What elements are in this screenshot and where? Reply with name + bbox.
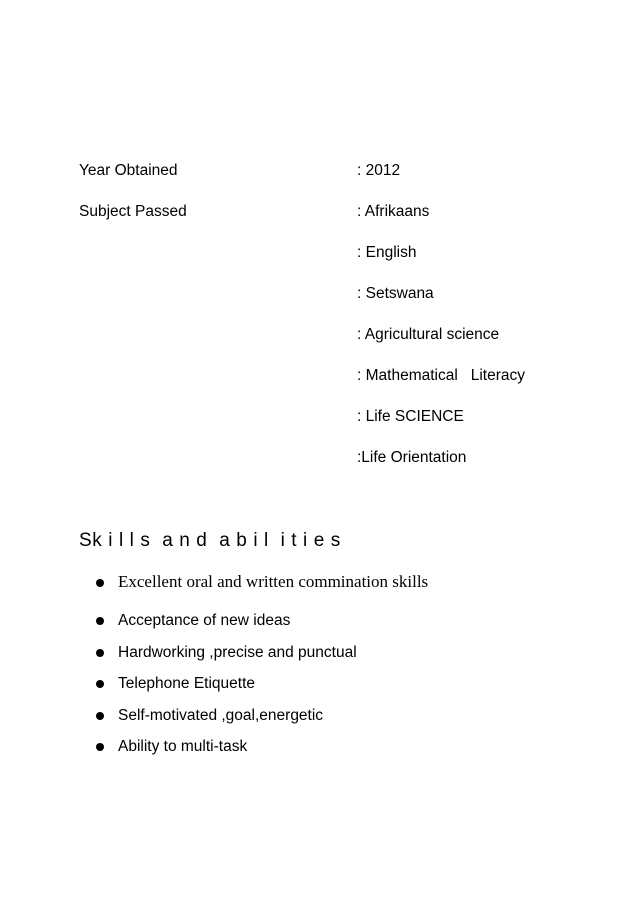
list-item <box>96 737 248 817</box>
skill-text: Ability to multi-task <box>118 738 248 755</box>
bullet-icon <box>96 743 104 751</box>
skill-text: Acceptance of new ideas <box>118 612 291 629</box>
subject-item: : Life SCIENCE <box>357 408 464 425</box>
subject-item: : Mathematical Literacy <box>357 367 525 384</box>
skill-text: Excellent oral and written commination skills <box>118 572 429 591</box>
subject-item: : Afrikaans <box>357 203 430 220</box>
bullet-icon <box>96 712 104 720</box>
subject-item: :Life Orientation <box>357 449 467 466</box>
skill-text: Self-motivated ,goal,energetic <box>118 707 324 724</box>
bullet-icon <box>96 680 104 688</box>
bullet-icon <box>96 579 104 587</box>
subject-passed-label: Subject Passed <box>79 203 187 220</box>
bullet-icon <box>96 617 104 625</box>
subject-item: : Agricultural science <box>357 326 500 343</box>
skill-text: Hardworking ,precise and punctual <box>118 644 357 661</box>
subject-item: : English <box>357 244 417 261</box>
year-obtained-value: : 2012 <box>357 162 401 179</box>
year-obtained-label: Year Obtained <box>79 162 178 179</box>
subject-item: : Setswana <box>357 285 434 302</box>
skill-text: Telephone Etiquette <box>118 675 256 692</box>
bullet-icon <box>96 649 104 657</box>
skills-heading: Sk i l l s a n d a b i l i t i e s <box>79 530 341 551</box>
